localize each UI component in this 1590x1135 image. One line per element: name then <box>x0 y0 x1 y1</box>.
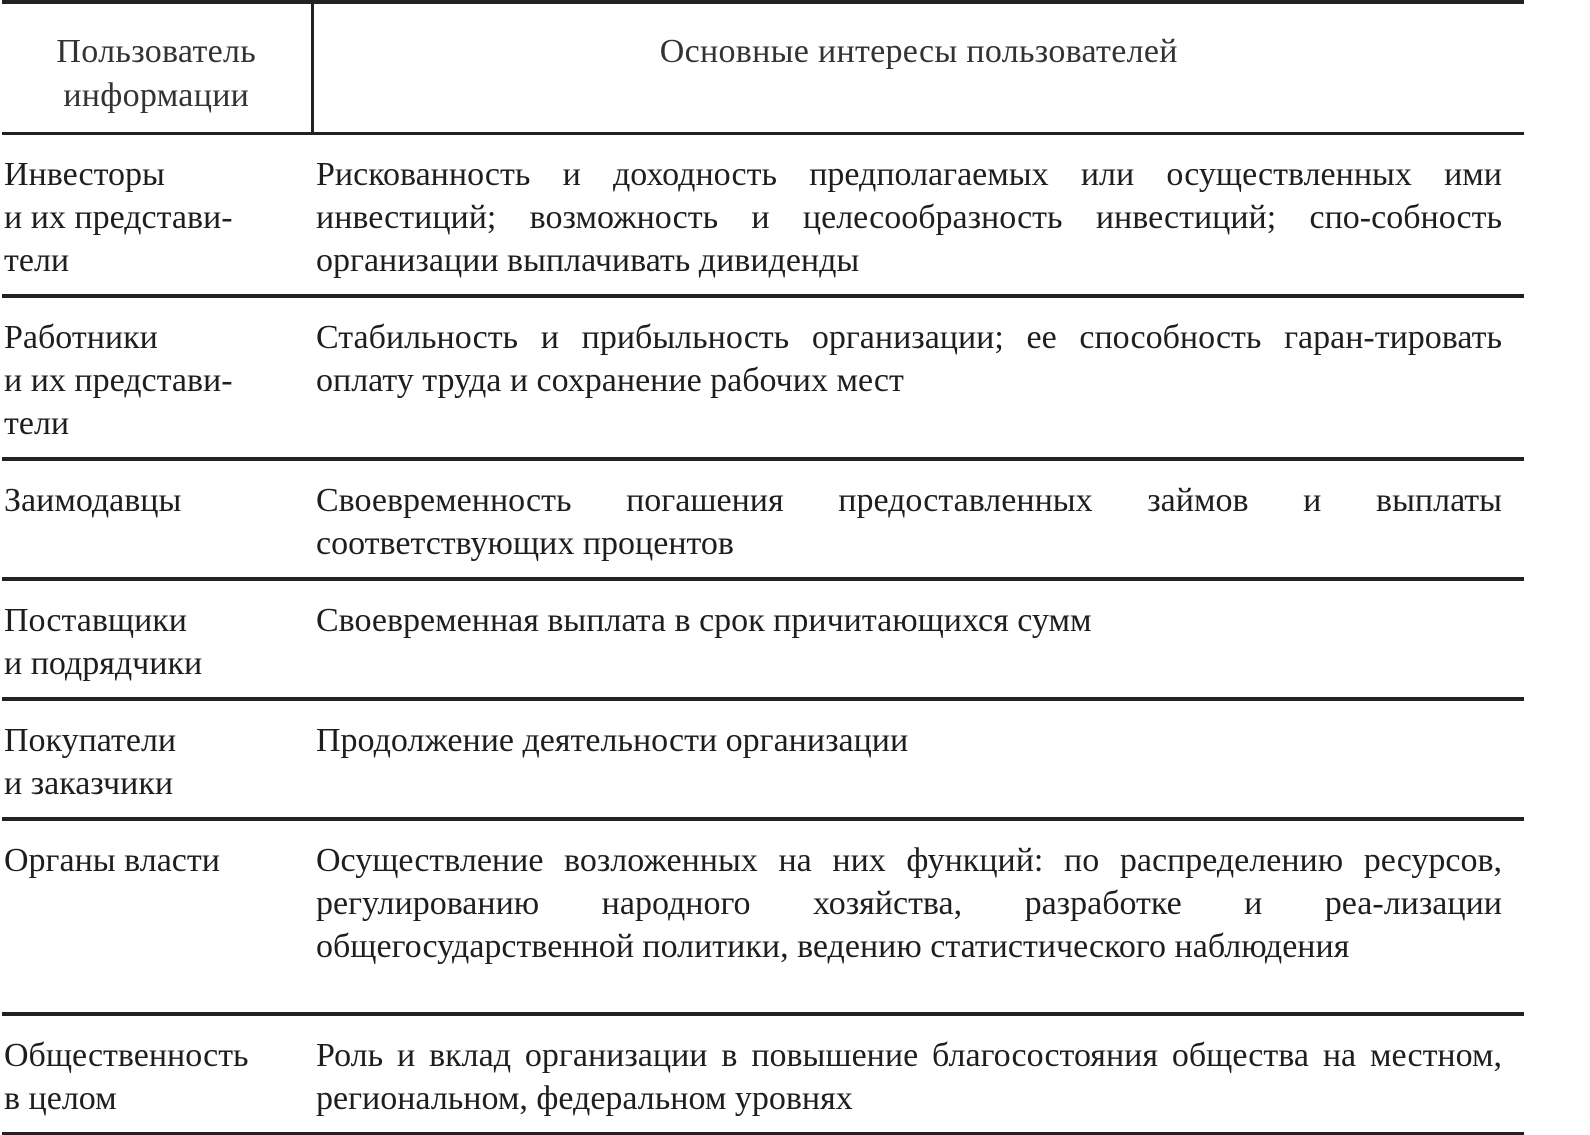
row-user-cell <box>2 1014 312 1134</box>
row-interests-text: Своевременная выплата в срок причитающихся сумм <box>316 602 1092 639</box>
row-user-cell <box>2 819 312 1014</box>
row-interests-cell <box>312 699 1524 819</box>
row-interests-cell <box>312 819 1524 1014</box>
table-row <box>2 699 1524 819</box>
header-row <box>2 2 1524 134</box>
header-interests-column <box>312 2 1524 134</box>
row-interests-text: Продолжение деятельности организации <box>316 722 909 759</box>
row-user-cell <box>2 296 312 459</box>
row-user-cell <box>2 459 312 579</box>
row-interests-cell <box>312 1014 1524 1134</box>
row-user-cell <box>2 134 312 297</box>
row-user-label: Органы власти <box>4 842 220 879</box>
information-users-table <box>2 0 1524 1135</box>
row-interests-cell <box>312 459 1524 579</box>
row-user-label: Поставщики и подрядчики <box>4 602 203 682</box>
table-row <box>2 296 1524 459</box>
row-user-label: Заимодавцы <box>4 482 182 519</box>
row-interests-text: Рискованность и доходность предполагаемых или осуществленных ими инвестиций; возможность и целесообразность инвестиций; спо-собность организации выплачивать дивиденды <box>316 156 1502 279</box>
row-user-label: Покупатели и заказчики <box>4 722 177 802</box>
row-user-cell <box>2 699 312 819</box>
row-interests-text: Стабильность и прибыльность организации; ее способность гаран-тировать оплату труда и сохранение рабочих мест <box>316 319 1502 399</box>
table-row <box>2 134 1524 297</box>
table-row <box>2 459 1524 579</box>
header-user-label: Пользователь информации <box>56 33 257 114</box>
row-interests-text: Осуществление возложенных на них функций: по распределению ресурсов, регулированию народного хозяйства, разработке и реа-лизации общегосударственной политики, ведению статистического наблюдения <box>316 842 1502 965</box>
table-row <box>2 1014 1524 1134</box>
row-user-label: Инвесторы и их представи- тели <box>4 156 233 279</box>
table-body <box>2 134 1524 1134</box>
table-row <box>2 579 1524 699</box>
row-user-cell <box>2 579 312 699</box>
row-interests-cell <box>312 134 1524 297</box>
row-interests-cell <box>312 296 1524 459</box>
table-row <box>2 819 1524 1014</box>
row-interests-cell <box>312 579 1524 699</box>
row-interests-text: Роль и вклад организации в повышение благосостояния общества на местном, региональном, федеральном уровнях <box>316 1037 1502 1117</box>
header-user-column <box>2 2 312 134</box>
row-user-label: Общественность в целом <box>4 1037 249 1117</box>
row-interests-text: Своевременность погашения предоставленных займов и выплаты соответствующих процентов <box>316 482 1502 562</box>
table-header <box>2 2 1524 134</box>
header-interests-label: Основные интересы пользователей <box>659 33 1178 70</box>
row-user-label: Работники и их представи- тели <box>4 319 233 442</box>
